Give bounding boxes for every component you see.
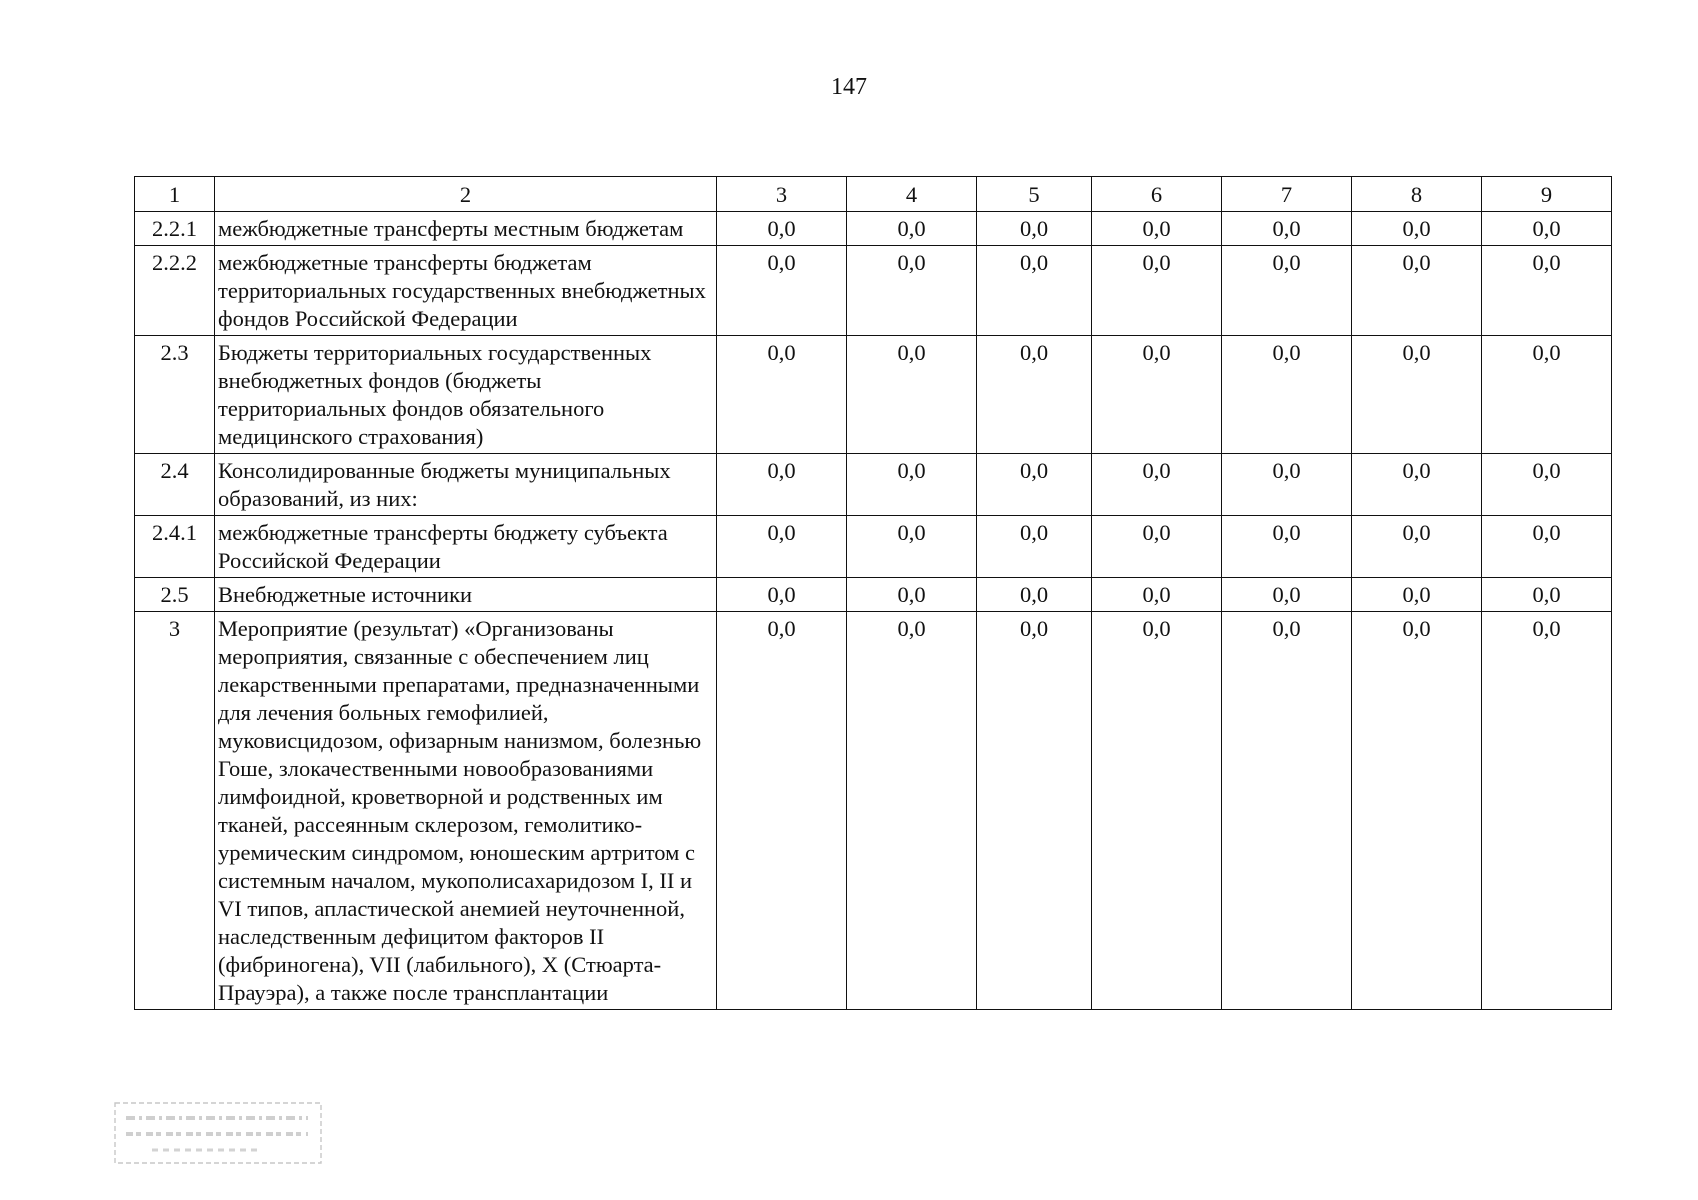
row-value: 0,0 (717, 454, 847, 516)
column-header: 2 (215, 177, 717, 212)
row-value: 0,0 (1222, 578, 1352, 612)
row-value: 0,0 (977, 612, 1092, 1010)
row-name: межбюджетные трансферты бюджетам территориальных государственных внебюджетных фондов Российской Федерации (215, 246, 717, 336)
row-value: 0,0 (717, 212, 847, 246)
row-value: 0,0 (847, 336, 977, 454)
row-value: 0,0 (1482, 246, 1612, 336)
row-value: 0,0 (1222, 516, 1352, 578)
row-value: 0,0 (1222, 612, 1352, 1010)
row-value: 0,0 (977, 212, 1092, 246)
row-value: 0,0 (717, 516, 847, 578)
row-value: 0,0 (1092, 516, 1222, 578)
row-value: 0,0 (1352, 612, 1482, 1010)
column-header: 6 (1092, 177, 1222, 212)
row-value: 0,0 (977, 336, 1092, 454)
row-number: 2.4 (135, 454, 215, 516)
row-value: 0,0 (847, 578, 977, 612)
row-value: 0,0 (1092, 612, 1222, 1010)
row-number: 2.2.2 (135, 246, 215, 336)
table-row (135, 516, 1612, 578)
row-value: 0,0 (1482, 578, 1612, 612)
row-number: 2.5 (135, 578, 215, 612)
row-value: 0,0 (717, 336, 847, 454)
budget-table (134, 176, 1612, 1010)
row-number: 2.2.1 (135, 212, 215, 246)
row-value: 0,0 (1482, 212, 1612, 246)
row-value: 0,0 (717, 246, 847, 336)
row-value: 0,0 (1352, 516, 1482, 578)
row-number: 3 (135, 612, 215, 1010)
row-value: 0,0 (1222, 212, 1352, 246)
column-header: 7 (1222, 177, 1352, 212)
row-value: 0,0 (977, 516, 1092, 578)
row-value: 0,0 (1092, 212, 1222, 246)
table-row (135, 212, 1612, 246)
page-number: 147 (831, 74, 867, 100)
row-value: 0,0 (1352, 454, 1482, 516)
column-header: 9 (1482, 177, 1612, 212)
row-value: 0,0 (1222, 246, 1352, 336)
row-value: 0,0 (977, 246, 1092, 336)
row-value: 0,0 (1092, 578, 1222, 612)
row-value: 0,0 (717, 612, 847, 1010)
row-name: Консолидированные бюджеты муниципальных образований, из них: (215, 454, 717, 516)
row-value: 0,0 (1482, 516, 1612, 578)
column-header: 4 (847, 177, 977, 212)
row-name: межбюджетные трансферты бюджету субъекта Российской Федерации (215, 516, 717, 578)
row-name: Бюджеты территориальных государственных внебюджетных фондов (бюджеты территориальных фондов обязательного медицинского страхования) (215, 336, 717, 454)
table-row (135, 454, 1612, 516)
row-value: 0,0 (847, 516, 977, 578)
row-value: 0,0 (1482, 612, 1612, 1010)
row-name: межбюджетные трансферты местным бюджетам (215, 212, 717, 246)
row-value: 0,0 (847, 212, 977, 246)
row-name: Мероприятие (результат) «Организованы мероприятия, связанные с обеспечением лиц лекарственными препаратами, предназначенными для лечения больных гемофилией, муковисцидозом, офизарным нанизмом, болезнью Гоше, злокачественными новообразованиями лимфоидной, кроветворной и родственных им тканей, рассеянным склерозом, гемолитико-уремическим синдромом, юношеским артритом с системным началом, мукополисахаридозом I, II и VI типов, апластической анемией неуточненной, наследственным дефицитом факторов II (фибриногена), VII (лабильного), X (Стюарта-Прауэра), а также после трансплантации (215, 612, 717, 1010)
row-number: 2.4.1 (135, 516, 215, 578)
faded-stamp (112, 1100, 324, 1166)
row-value: 0,0 (1482, 454, 1612, 516)
table-header-row (135, 177, 1612, 212)
row-value: 0,0 (977, 578, 1092, 612)
row-value: 0,0 (1482, 336, 1612, 454)
row-value: 0,0 (847, 612, 977, 1010)
row-value: 0,0 (717, 578, 847, 612)
table-row (135, 578, 1612, 612)
row-value: 0,0 (847, 246, 977, 336)
table-row (135, 246, 1612, 336)
row-value: 0,0 (847, 454, 977, 516)
row-value: 0,0 (1352, 212, 1482, 246)
row-value: 0,0 (1092, 336, 1222, 454)
column-header: 3 (717, 177, 847, 212)
column-header: 5 (977, 177, 1092, 212)
row-value: 0,0 (1222, 336, 1352, 454)
row-value: 0,0 (1352, 336, 1482, 454)
table-row (135, 612, 1612, 1010)
table-row (135, 336, 1612, 454)
row-number: 2.3 (135, 336, 215, 454)
row-value: 0,0 (1092, 454, 1222, 516)
row-value: 0,0 (977, 454, 1092, 516)
row-name: Внебюджетные источники (215, 578, 717, 612)
row-value: 0,0 (1222, 454, 1352, 516)
column-header: 1 (135, 177, 215, 212)
column-header: 8 (1352, 177, 1482, 212)
row-value: 0,0 (1092, 246, 1222, 336)
row-value: 0,0 (1352, 246, 1482, 336)
row-value: 0,0 (1352, 578, 1482, 612)
